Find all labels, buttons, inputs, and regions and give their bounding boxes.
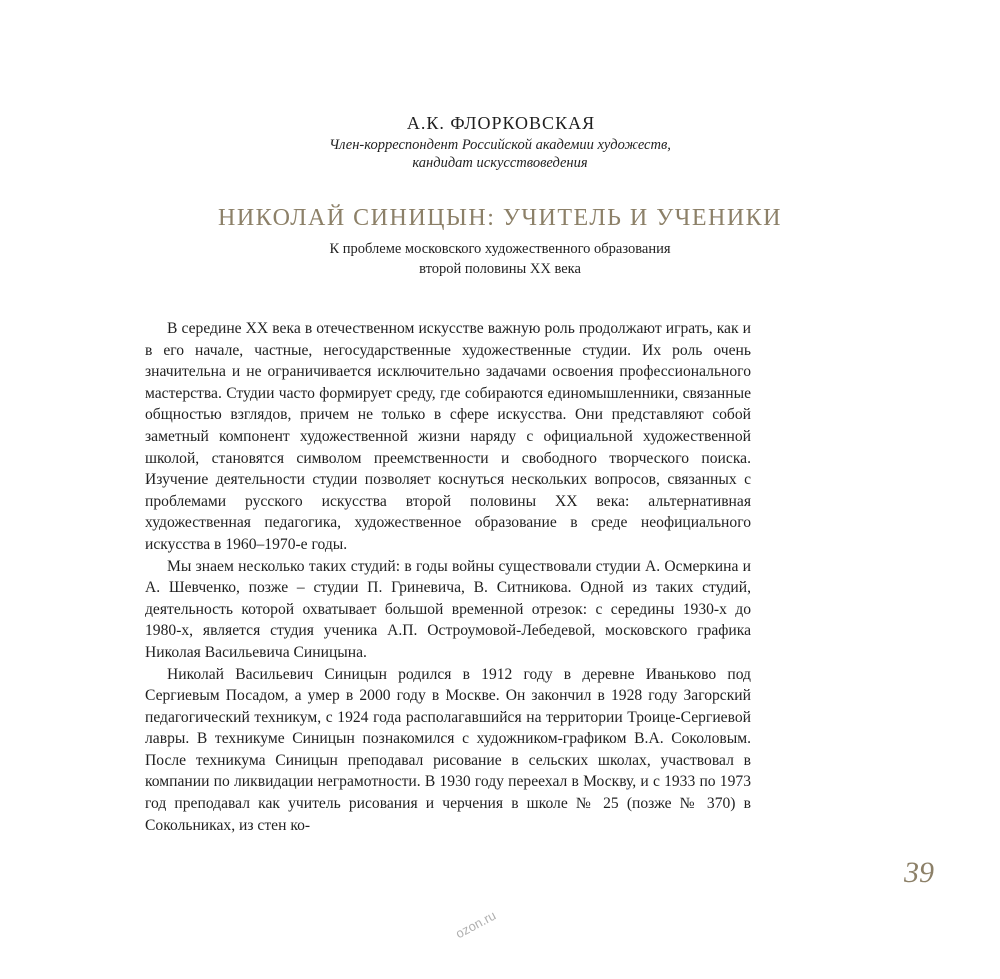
- article-subtitle: [0, 239, 1000, 279]
- article-title: НИКОЛАЙ СИНИЦЫН: УЧИТЕЛЬ И УЧЕНИКИ: [218, 205, 782, 231]
- page-number: 39: [904, 856, 934, 889]
- author-title-line2: кандидат искусствоведения: [412, 155, 588, 171]
- author-title-line1: Член-корреспондент Российской академии художеств,: [329, 137, 671, 153]
- body-paragraph-1: В середине XX века в отечественном искусстве важную роль продолжают играть, как и в его начале, частные, негосударственные художественные студии. Их роль очень значительна и не ограничивается исключительно задачами освоения профессионального мастерства. Студии часто формирует среду, где собираются единомышленники, связанные общностью взглядов, причем не только в сфере искусства. Они представляют собой заметный компонент художественной жизни наряду с официальной художественной школой, становятся символом преемственности и свободного творческого поиска. Изучение деятельности студии позволяет коснуться нескольких вопросов, связанных с проблемами русского искусства второй половины XX века: альтернативная художественная педагогика, художественное образование в среде неофициального искусства в 1960–1970-е годы.: [145, 320, 751, 553]
- article-body: [145, 318, 751, 836]
- body-paragraph-2: Мы знаем несколько таких студий: в годы войны существовали студии А. Осмеркина и А. Шевченко, позже – студии П. Гриневича, В. Ситникова. Одной из таких студий, деятельность которой охватывает большой временной отрезок: с середины 1930-х до 1980-х, является студия ученика А.П. Остроумовой-Лебедевой, московского графика Николая Васильевича Синицына.: [145, 557, 751, 661]
- author-name: А.К. ФЛОРКОВСКАЯ: [406, 113, 596, 133]
- article-subtitle-line1: К проблеме московского художественного образования: [329, 241, 671, 257]
- author-block: [0, 112, 1000, 172]
- watermark: ozon.ru: [453, 907, 499, 942]
- body-paragraph-3: Николай Васильевич Синицын родился в 1912 году в деревне Иваньково под Сергиевым Посадом, а умер в 2000 году в Москве. Он закончил в 1928 году Загорский педагогический техникум, с 1924 года располагавшийся на территории Троице-Сергиевой лавры. В техникуме Синицын познакомился с художником-графиком В.А. Соколовым. После техникума Синицын преподавал рисование в сельских школах, участвовал в компании по ликвидации неграмотности. В 1930 году переехал в Москву, и с 1933 по 1973 год преподавал как учитель рисования и черчения в школе № 25 (позже № 370) в Сокольниках, из стен ко-: [145, 665, 751, 834]
- article-subtitle-line2: второй половины XX века: [419, 261, 581, 277]
